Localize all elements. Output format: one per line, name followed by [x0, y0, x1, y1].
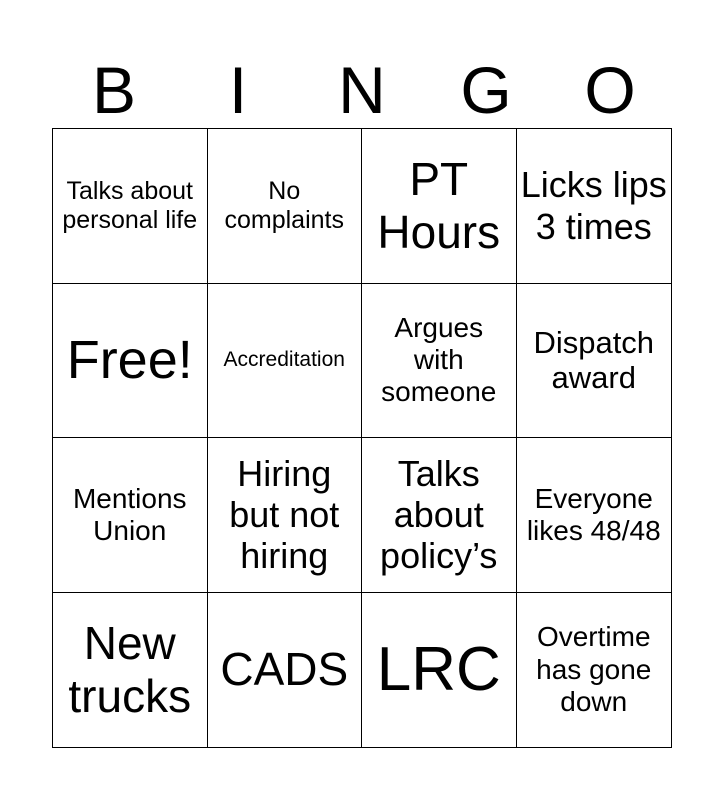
bingo-cell[interactable]: [208, 284, 363, 439]
bingo-cell-text: Talks about personal life: [62, 177, 198, 234]
bingo-cell-text: Talks about policy’s: [380, 452, 498, 577]
bingo-cell-text: Accreditation: [223, 348, 345, 372]
bingo-cell-text: Overtime has gone down: [536, 621, 652, 717]
bingo-header: [52, 52, 672, 128]
bingo-board: [52, 128, 672, 748]
bingo-cell[interactable]: [362, 438, 517, 593]
bingo-cell[interactable]: [517, 284, 672, 439]
bingo-cell-text: PT Hours: [377, 152, 501, 258]
bingo-cell[interactable]: [53, 438, 208, 593]
bingo-cell[interactable]: [517, 438, 672, 593]
bingo-cell[interactable]: [517, 129, 672, 284]
bingo-cell-text: New trucks: [68, 616, 192, 722]
bingo-cell-text: LRC: [376, 635, 501, 705]
header-letter-b: B: [91, 53, 137, 127]
header-letter-g: G: [460, 53, 512, 127]
bingo-cell[interactable]: [208, 593, 363, 748]
bingo-cell-text: No complaints: [224, 177, 344, 234]
bingo-cell[interactable]: [517, 593, 672, 748]
bingo-cell[interactable]: [208, 438, 363, 593]
bingo-cell-text: Everyone likes 48/48: [526, 482, 661, 546]
bingo-cell[interactable]: [362, 129, 517, 284]
bingo-cell[interactable]: [362, 593, 517, 748]
bingo-cell[interactable]: [208, 129, 363, 284]
bingo-cell[interactable]: [53, 593, 208, 748]
bingo-cell-text: Licks lips 3 times: [520, 164, 667, 247]
bingo-cell[interactable]: [53, 129, 208, 284]
bingo-cell-text: Hiring but not hiring: [229, 452, 340, 577]
bingo-cell-free[interactable]: [53, 284, 208, 439]
bingo-cell-text: Argues with someone: [381, 311, 497, 408]
bingo-cell[interactable]: [362, 284, 517, 439]
bingo-cell-text: Dispatch award: [533, 324, 655, 396]
header-letter-i: I: [228, 53, 248, 127]
bingo-cell-text: Free!: [66, 330, 193, 391]
header-letter-o: O: [584, 53, 636, 127]
bingo-cell-text: Mentions Union: [72, 482, 187, 546]
bingo-cell-text: CADS: [220, 643, 349, 696]
header-letter-n: N: [338, 53, 386, 127]
